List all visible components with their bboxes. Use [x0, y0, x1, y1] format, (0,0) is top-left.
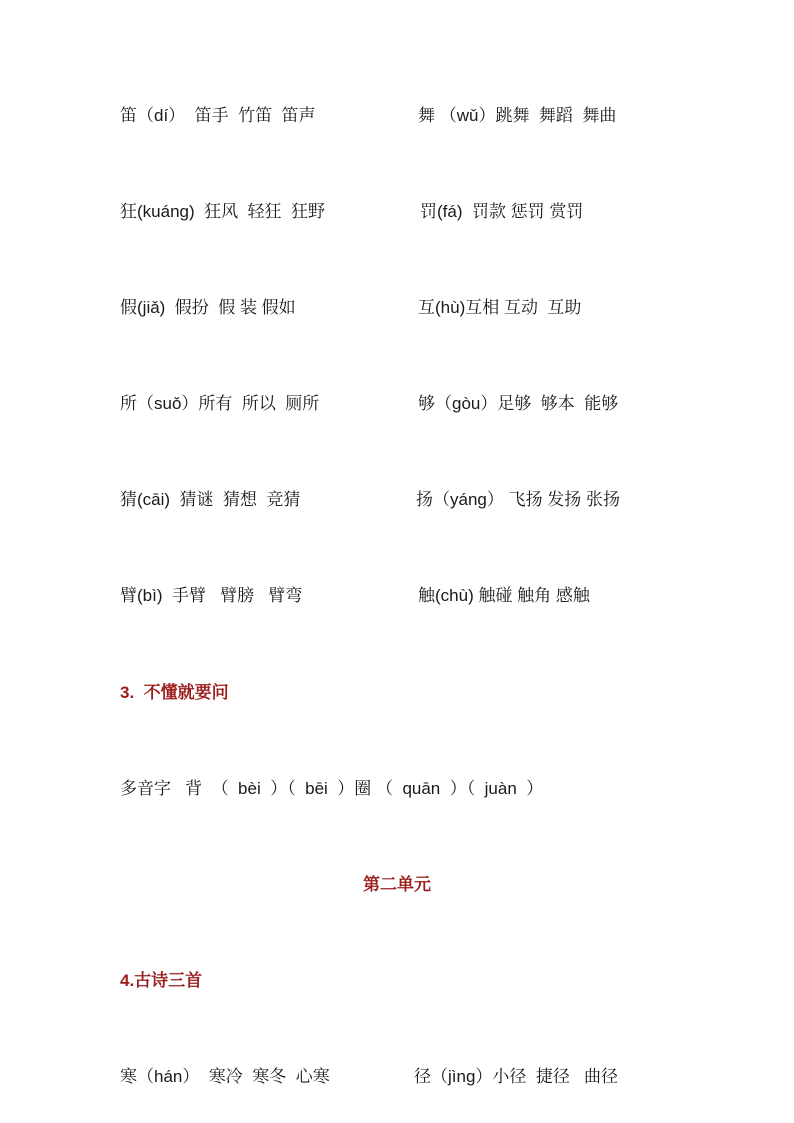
- row-2-right: 罚(fá) 罚款 惩罚 赏罚: [420, 202, 584, 221]
- row-1-left: 笛（dí） 笛手 竹笛 笛声: [120, 106, 316, 125]
- row-5-left: 猜(cāi) 猜谜 猜想 竞猜: [120, 490, 301, 509]
- row-5-right: 扬（yáng） 飞扬 发扬 张扬: [416, 490, 621, 509]
- lesson-4-row-left: 寒（hán） 寒冷 寒冬 心寒: [120, 1067, 330, 1086]
- unit-2-heading: 第二单元: [363, 875, 431, 894]
- row-6-left: 臂(bì) 手臂 臂膀 臂弯: [120, 586, 303, 605]
- row-4-left: 所（suǒ）所有 所以 厕所: [120, 394, 320, 413]
- lesson-4-row-right: 径（jìng）小径 捷径 曲径: [414, 1067, 619, 1086]
- row-2-left: 狂(kuáng) 狂风 轻狂 狂野: [120, 202, 325, 221]
- row-1-right: 舞 （wǔ）跳舞 舞蹈 舞曲: [418, 106, 617, 125]
- lesson-3-heading: 3. 不懂就要问: [120, 683, 229, 702]
- row-3-left: 假(jiǎ) 假扮 假 装 假如: [120, 298, 296, 317]
- row-4-right: 够（gòu）足够 够本 能够: [418, 394, 619, 413]
- row-6-right: 触(chù) 触碰 触角 感触: [418, 586, 590, 605]
- row-3-right: 互(hù)互相 互动 互助: [418, 298, 582, 317]
- lesson-4-heading: 4.古诗三首: [120, 971, 203, 990]
- polyphone-line: 多音字 背 （ bèi ）（ bēi ）圈 （ quān ）（ juàn ）: [120, 779, 544, 798]
